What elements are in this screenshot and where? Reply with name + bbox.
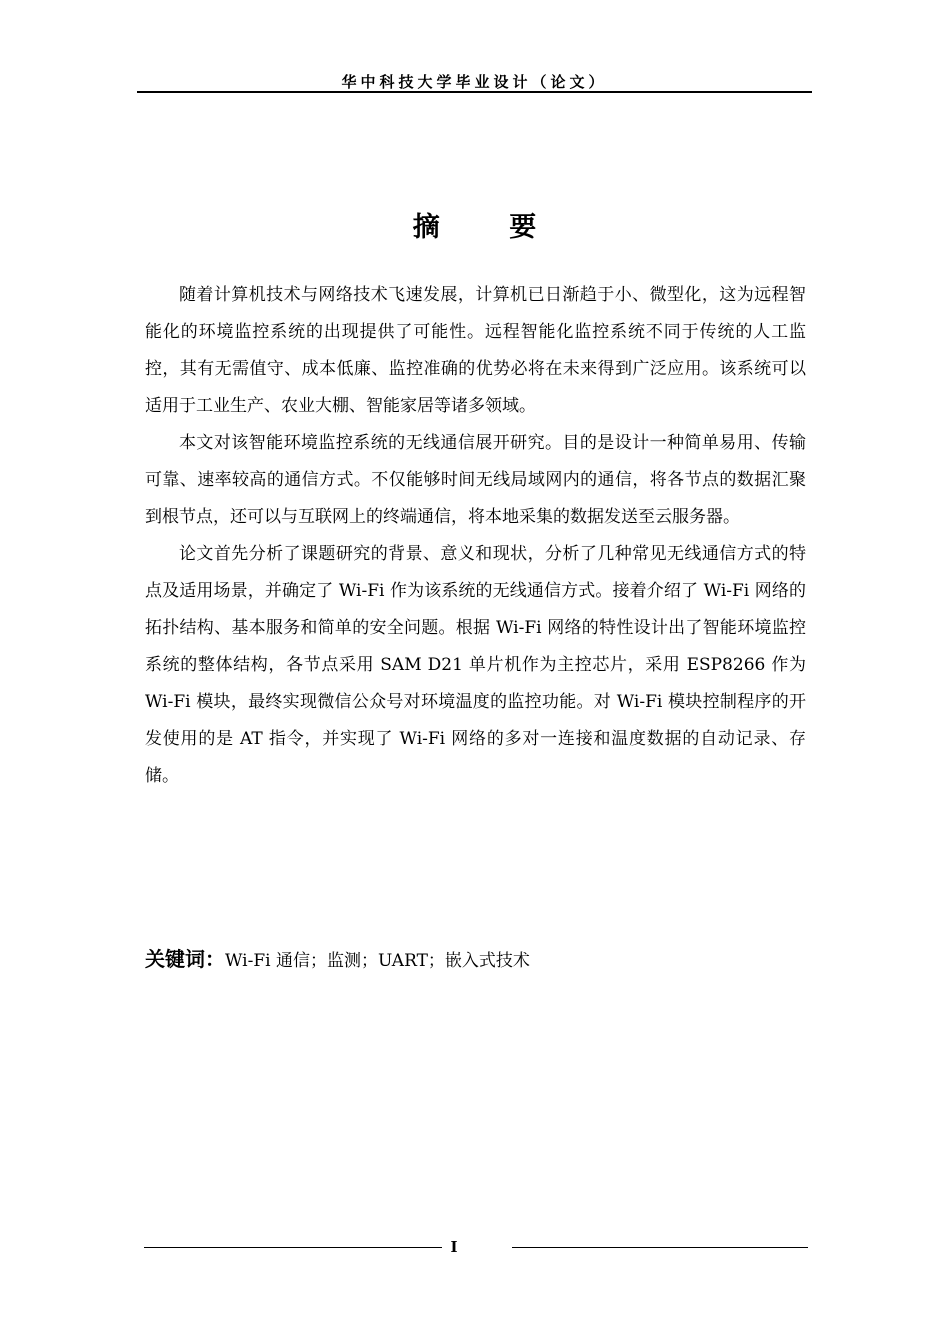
abstract-title: 摘 要 bbox=[412, 212, 567, 243]
abstract-paragraph-3: 论文首先分析了课题研究的背景、意义和现状，分析了几种常见无线通信方式的特点及适用场景，并确定了 Wi-Fi 作为该系统的无线通信方式。接着介绍了 Wi-Fi 网络的拓扑结构、基本服务和简单的安全问题。根据 Wi-Fi 网络的特性设计出了智能环境监控系统的整体结构，各节点采用 SAM D21 单片机作为主控芯片，采用 ESP8266 作为 Wi-Fi 模块，最终实现微信公众号对环境温度的监控功能。对 Wi-Fi 模块控制程序的开发使用的是 AT 指令，并实现了 Wi-Fi 网络的多对一连接和温度数据的自动记录、存储。 bbox=[145, 544, 806, 786]
header-divider bbox=[137, 91, 812, 93]
keywords-value: Wi-Fi 通信；监测；UART；嵌入式技术 bbox=[225, 951, 530, 971]
keywords-label: 关键词： bbox=[145, 947, 225, 971]
running-header-title: 华中科技大学毕业设计（论文） bbox=[341, 73, 608, 91]
footer-divider-right bbox=[512, 1247, 808, 1248]
footer-divider-left bbox=[144, 1247, 442, 1248]
abstract-paragraph-1: 随着计算机技术与网络技术飞速发展，计算机已日渐趋于小、微型化，这为远程智能化的环境监控系统的出现提供了可能性。远程智能化监控系统不同于传统的人工监控，其有无需值守、成本低廉、监控准确的优势必将在未来得到广泛应用。该系统可以适用于工业生产、农业大棚、智能家居等诸多领域。 bbox=[145, 285, 806, 416]
keywords-line bbox=[145, 943, 806, 977]
abstract-body bbox=[145, 277, 806, 795]
abstract-paragraph-2: 本文对该智能环境监控系统的无线通信展开研究。目的是设计一种简单易用、传输可靠、速率较高的通信方式。不仅能够时间无线局域网内的通信，将各节点的数据汇聚到根节点，还可以与互联网上的终端通信，将本地采集的数据发送至云服务器。 bbox=[145, 433, 806, 527]
page-number: I bbox=[450, 1238, 458, 1256]
